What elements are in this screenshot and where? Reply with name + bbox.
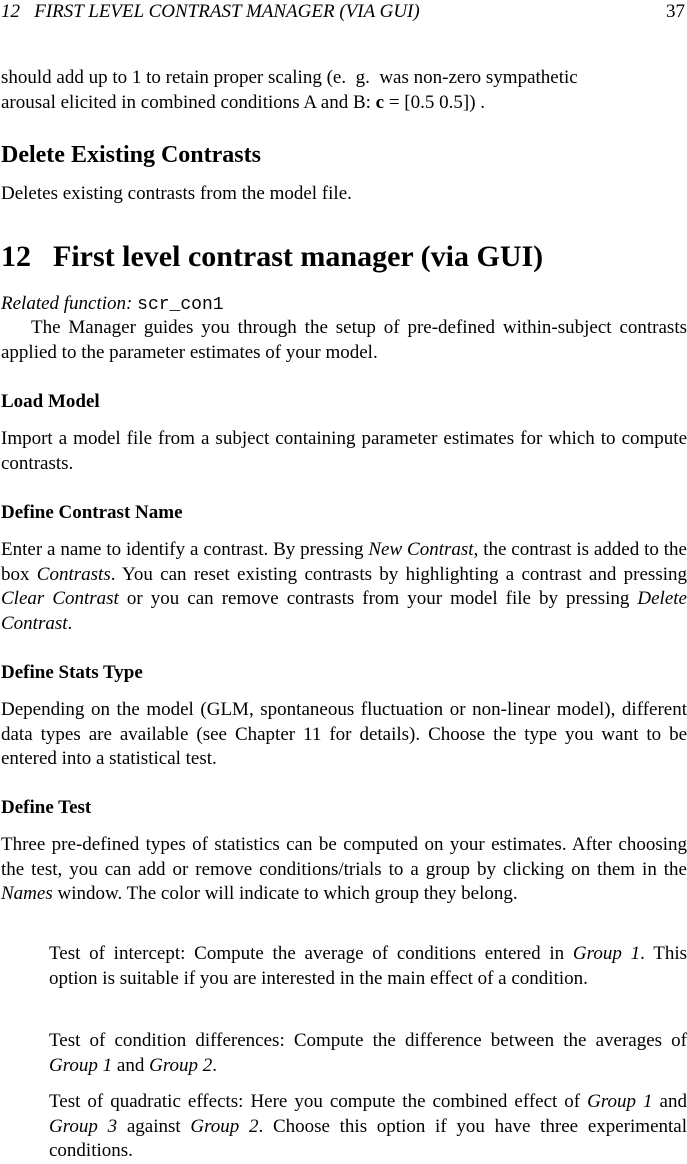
heading-define-contrast-name: Define Contrast Name (1, 502, 183, 523)
test-item-intercept (49, 942, 687, 991)
names-term: Names (1, 883, 53, 904)
define-name-text-1: Enter a name to identify a contrast. By pressing (1, 539, 369, 560)
quadratic-text-3: against (117, 1115, 191, 1137)
delete-contrast-term: Delete Contrast (1, 588, 687, 634)
define-name-text-4: or you can remove contrasts from your model file by pressing (118, 588, 638, 609)
quadratic-text-1: Test of quadratic effects: Here you compute the combined effect of (49, 1091, 588, 1112)
quadratic-group-3: Group 3 (49, 1115, 118, 1137)
define-name-text-3: . You can reset existing contrasts by highlighting a contrast and pressing (110, 563, 687, 585)
differences-group-2: Group 2 (149, 1054, 213, 1076)
define-name-text-2: , the contrast is added to the box (1, 539, 687, 585)
heading-load-model: Load Model (1, 391, 100, 412)
define-contrast-name-body (1, 538, 687, 636)
section-heading (1, 240, 543, 274)
section-title: First level contrast manager (via GUI) (53, 240, 544, 273)
related-function-label: Related function: (1, 293, 133, 314)
intro-line-2-pre: arousal elicited in combined conditions A and B: (1, 91, 376, 113)
contrasts-term: Contrasts (36, 563, 111, 585)
section-intro-paragraph: The Manager guides you through the setup of pre-defined within-subject contrasts applied to the parameter estimates of your model. (1, 317, 687, 363)
differences-text-3: . (212, 1054, 218, 1076)
related-function-code: scr_con1 (137, 295, 224, 315)
intro-paragraph (1, 66, 687, 115)
define-test-text-2: window. The color will indicate to which group they belong. (52, 883, 518, 904)
running-header (1, 1, 685, 23)
test-item-quadratic (49, 1090, 687, 1164)
define-test-body (1, 833, 687, 907)
intercept-text-2: . This option is suitable if you are interested in the main effect of a condition. (49, 943, 687, 989)
heading-define-stats-type: Define Stats Type (1, 662, 143, 683)
quadratic-group-1: Group 1 (587, 1091, 653, 1112)
related-function (1, 292, 224, 317)
test-item-differences (49, 1029, 687, 1078)
differences-text-2: and (112, 1054, 150, 1076)
header-page-number: 37 (666, 1, 685, 22)
define-test-text-1: Three pre-defined types of statistics can be computed on your estimates. After choosing the test, you can add or remove conditions/trials to a group by clicking on them in the (1, 834, 687, 880)
clear-contrast-term: Clear Contrast (1, 588, 119, 609)
intercept-text-1: Test of intercept: Compute the average of conditions entered in (49, 943, 573, 964)
heading-delete-existing: Delete Existing Contrasts (1, 142, 261, 168)
delete-existing-body: Deletes existing contrasts from the model file. (1, 183, 352, 204)
header-section-title: 12 FIRST LEVEL CONTRAST MANAGER (VIA GUI) (1, 1, 420, 22)
quadratic-text-4: . Choose this option if you have three experimental conditions. (49, 1115, 687, 1161)
intro-line-1: should add up to 1 to retain proper scaling (e. g. was non-zero sympathetic (1, 67, 578, 88)
quadratic-group-2: Group 2 (190, 1115, 259, 1137)
section-number: 12 (1, 240, 31, 273)
define-name-text-5: . (67, 612, 73, 634)
intro-line-2-post: = [0.5 0.5]) . (384, 91, 486, 113)
differences-group-1: Group 1 (49, 1054, 113, 1076)
load-model-body: Import a model file from a subject containing parameter estimates for which to compute contrasts. (1, 428, 687, 474)
new-contrast-term: New Contrast (368, 539, 474, 560)
define-stats-type-body: Depending on the model (GLM, spontaneous fluctuation or non-linear model), different data types are available (see Chapter 11 for details). Choose the type you want to be entered into a statistical test. (1, 699, 687, 769)
differences-text-1: Test of condition differences: Compute the difference between the averages of (49, 1030, 687, 1051)
intro-var-c: c (375, 91, 385, 113)
intercept-group-1: Group 1 (572, 943, 641, 964)
heading-define-test: Define Test (1, 797, 92, 818)
quadratic-text-2: and (652, 1091, 687, 1112)
